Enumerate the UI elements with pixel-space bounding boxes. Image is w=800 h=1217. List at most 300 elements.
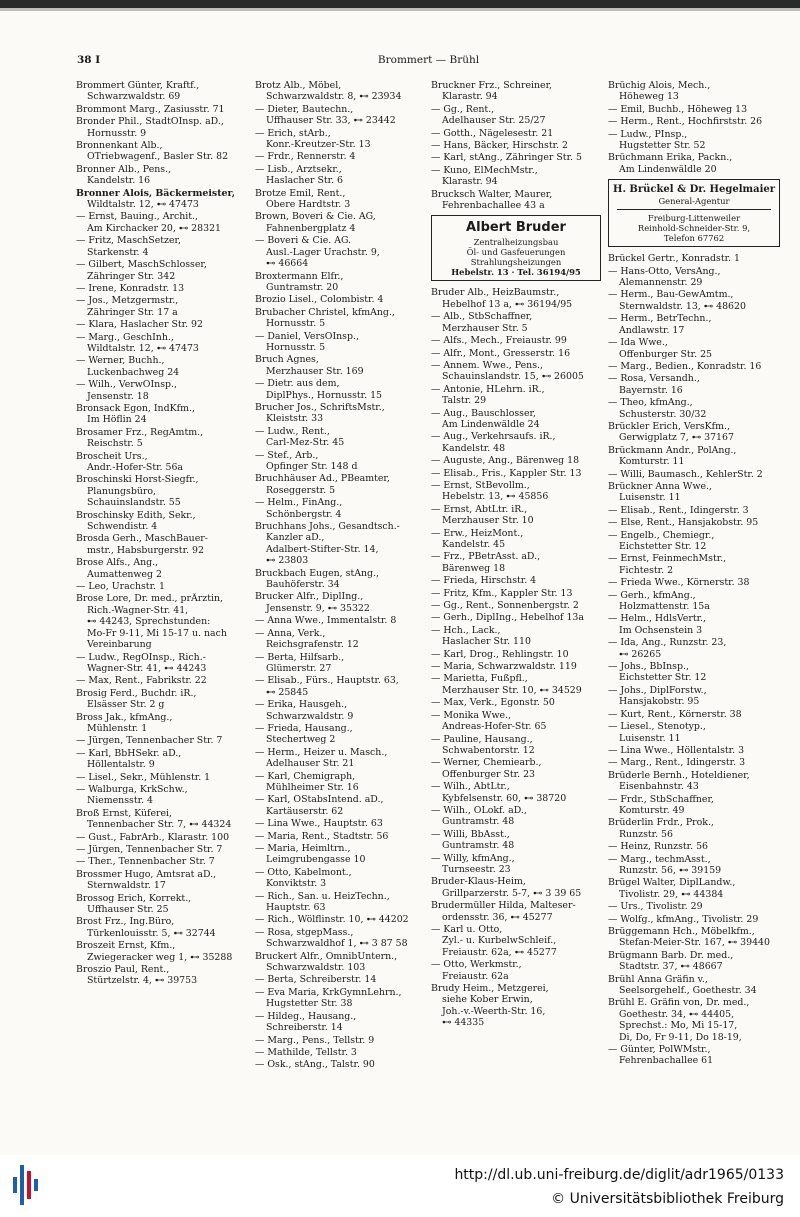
- entry-name-line: — Werner, Chemiearb.,: [431, 757, 542, 769]
- directory-entry: [608, 152, 780, 175]
- entry-continuation-line: Hornusstr. 5: [266, 318, 326, 330]
- entry-continuation-line: Fehrenbachallee 61: [619, 1055, 714, 1067]
- entry-continuation-line: Hornusstr. 9: [87, 127, 147, 139]
- directory-entry: [431, 661, 601, 672]
- entry-continuation-line: Schönbergstr. 4: [266, 508, 342, 520]
- directory-entry: [608, 745, 780, 756]
- directory-entry: [431, 104, 601, 127]
- directory-entry: [76, 844, 246, 855]
- directory-entry: [76, 688, 246, 711]
- directory-entry: [608, 266, 780, 289]
- directory-entry: [255, 164, 425, 187]
- directory-entry: [608, 361, 780, 372]
- directory-column-1: [76, 80, 246, 988]
- entry-continuation-line: Di, Do, Fr 9-11, Do 18-19,: [619, 1031, 742, 1043]
- entry-continuation-line: ⊷ 46664: [266, 258, 309, 270]
- entry-continuation-line: Komturstr. 11: [619, 456, 685, 468]
- directory-entry: [608, 577, 780, 588]
- directory-entry: [608, 397, 780, 420]
- entry-continuation-line: Konviktstr. 3: [266, 878, 327, 890]
- entry-continuation-line: Hebelstr. 13, ⊷ 45856: [442, 491, 549, 503]
- entry-name-line: — Kurt, Rent., Körnerstr. 38: [608, 708, 742, 720]
- entry-name-line: Brommert Günter, Kraftf.,: [76, 80, 200, 91]
- directory-entry: [76, 259, 246, 282]
- entry-name-line: — Ernst, Bauing., Archit.,: [76, 211, 199, 223]
- entry-continuation-line: Schwarzwaldstr. 9: [266, 710, 354, 722]
- entry-continuation-line: ⊷ 44243, Sprechstunden:: [87, 616, 211, 628]
- directory-entry: [255, 818, 425, 829]
- entry-continuation-line: Im Ochsenstein 3: [619, 624, 703, 636]
- entry-name-line: — Irene, Konradstr. 13: [76, 282, 185, 294]
- entry-name-line: — Hans-Otto, VersAng.,: [608, 265, 721, 277]
- entry-name-line: — Erich, stArb.,: [255, 127, 331, 139]
- entry-name-line: — Anna, Verk.,: [255, 627, 326, 639]
- entry-continuation-line: Merzhauser Str. 5: [442, 322, 528, 334]
- entry-name-line: Brückel Gertr., Konradstr. 1: [608, 253, 741, 265]
- entry-continuation-line: Vereinbarung: [87, 639, 152, 651]
- entry-continuation-line: Hugstetter Str. 52: [619, 140, 706, 152]
- directory-entry: [76, 581, 246, 592]
- entry-name-line: — Gerh., kfmAng.,: [608, 589, 696, 601]
- entry-continuation-line: ⊷ 44335: [442, 1017, 485, 1029]
- entry-continuation-line: Uffhauser Str. 33, ⊷ 23442: [266, 115, 396, 127]
- directory-entry: [255, 675, 425, 698]
- entry-continuation-line: Schwarzwaldstr. 69: [87, 91, 181, 103]
- entry-name-line: — Herm., Bau-GewAmtm.,: [608, 289, 734, 301]
- entry-continuation-line: Mühlenstr. 1: [87, 722, 148, 734]
- entry-name-line: — Lina Wwe., Hauptstr. 63: [255, 818, 383, 830]
- entry-name-line: Broschinsky Edith, Sekr.,: [76, 509, 196, 521]
- entry-continuation-line: Luisenstr. 11: [619, 732, 681, 744]
- entry-name-line: — Johs., DiplForstw.,: [608, 684, 707, 696]
- entry-name-line: — Günter, PolWMstr.,: [608, 1044, 711, 1056]
- directory-entry: [431, 781, 601, 804]
- entry-continuation-line: Im Höflin 24: [87, 414, 147, 426]
- entry-name-line: Bruch Agnes,: [255, 354, 319, 366]
- entry-continuation-line: Runzstr. 56: [619, 828, 673, 840]
- entry-name-line: Brückler Erich, VersKfm.,: [608, 420, 730, 432]
- directory-entry: [431, 165, 601, 188]
- entry-continuation-line: Luisenstr. 11: [619, 492, 681, 504]
- directory-entry: [76, 140, 246, 163]
- page-number: 38 I: [77, 54, 101, 66]
- directory-entry: [431, 600, 601, 611]
- directory-entry: [431, 311, 601, 334]
- entry-name-line: Brucker Alfr., DiplIng.,: [255, 591, 364, 603]
- directory-entry: [255, 1011, 425, 1034]
- entry-name-line: — Gg., Rent., Sonnenbergstr. 2: [431, 600, 579, 612]
- top-border-shadow: [0, 8, 800, 11]
- directory-entry: [608, 637, 780, 660]
- entry-continuation-line: Adalbert-Stifter-Str. 14,: [266, 543, 379, 555]
- directory-entry: [255, 354, 425, 377]
- entry-continuation-line: Schwarzwaldstr. 8, ⊷ 23934: [266, 91, 402, 103]
- viewer-footer: [0, 1155, 800, 1217]
- entry-continuation-line: Offenburger Str. 23: [442, 768, 535, 780]
- directory-entry: [255, 699, 425, 722]
- directory-entry: [431, 673, 601, 696]
- entry-name-line: Bruchhans Johs., Gesandtsch.-: [255, 521, 400, 533]
- directory-entry: [608, 104, 780, 115]
- entry-name-line: — Lina Wwe., Höllentalstr. 3: [608, 744, 745, 756]
- entry-continuation-line: Elsässer Str. 2 g: [87, 699, 165, 711]
- entry-continuation-line: Kandelstr. 16: [87, 175, 151, 187]
- entry-continuation-line: ordensstr. 36, ⊷ 45277: [442, 911, 553, 923]
- entry-name-line: Bruchhäuser Ad., PBeamter,: [255, 473, 390, 485]
- directory-entry: [255, 235, 425, 269]
- directory-entry: [255, 80, 425, 103]
- entry-continuation-line: Starkenstr. 4: [87, 246, 149, 258]
- entry-name-line: Brossmer Hugo, Amtsrat aD.,: [76, 868, 217, 880]
- entry-name-line: — Urs., Tivolistr. 29: [608, 901, 703, 913]
- entry-name-line: — Lisel., Sekr., Mühlenstr. 1: [76, 771, 211, 783]
- entry-continuation-line: Gerwigplatz 7, ⊷ 37167: [619, 432, 734, 444]
- entry-continuation-line: Zähringer Str. 17 a: [87, 306, 178, 318]
- directory-entry: [255, 615, 425, 626]
- entry-name-line: Bruder Alb., HeizBaumstr.,: [431, 287, 560, 299]
- advertisement-line: Öl- und Gasfeuerungen: [466, 247, 566, 258]
- directory-entry: [431, 805, 601, 828]
- entry-name-line: — Karl, OStabsIntend. aD.,: [255, 794, 384, 806]
- entry-continuation-line: ⊷ 25845: [266, 686, 309, 698]
- entry-name-line: — Rosa, stgepMass.,: [255, 926, 354, 938]
- entry-name-line: — Heinz, Runzstr. 56: [608, 841, 709, 853]
- directory-entry: [76, 319, 246, 330]
- directory-entry: [255, 914, 425, 925]
- directory-entry: [608, 914, 780, 925]
- entry-name-line: Broxtermann Elfr.,: [255, 270, 344, 282]
- top-border: [0, 0, 800, 8]
- directory-entry: [76, 295, 246, 318]
- directory-entry: [76, 116, 246, 139]
- directory-entry: [76, 557, 246, 580]
- entry-continuation-line: Am Kirchacker 20, ⊷ 28321: [87, 222, 222, 234]
- university-library-logo-icon: [10, 1161, 42, 1209]
- entry-name-line: — Wilh., VerwOInsp.,: [76, 379, 177, 391]
- entry-name-line: — Alb., StbSchaffner,: [431, 311, 533, 323]
- entry-name-line: — Wolfg., kfmAng., Tivolistr. 29: [608, 913, 759, 925]
- entry-name-line: — Marg., GeschInh.,: [76, 331, 174, 343]
- entry-name-line: Brosig Ferd., Buchdr. iR.,: [76, 687, 197, 699]
- directory-entry: [76, 211, 246, 234]
- directory-entry: [255, 104, 425, 127]
- directory-entry: [255, 974, 425, 985]
- directory-entry: [431, 757, 601, 780]
- entry-name-line: — Karl, BbHSekr. aD.,: [76, 747, 182, 759]
- advertisement-name: H. Brückel & Dr. Hegelmaier: [613, 184, 776, 196]
- directory-entry: [608, 590, 780, 613]
- entry-continuation-line: Obere Hardtstr. 3: [266, 199, 351, 211]
- directory-entry: [431, 189, 601, 212]
- directory-entry: [431, 504, 601, 527]
- entry-name-line: — Max, Verk., Egonstr. 50: [431, 697, 555, 709]
- directory-entry: [608, 997, 780, 1043]
- entry-name-line: — Wilh., AbtLtr.,: [431, 781, 510, 793]
- entry-name-line: Brozio Lisel., Colombistr. 4: [255, 294, 384, 306]
- entry-name-line: — Willi, Baumasch., KehlerStr. 2: [608, 468, 763, 480]
- entry-name-line: Brommont Marg., Zasiusstr. 71: [76, 103, 225, 115]
- entry-name-line: — Herm., Heizer u. Masch.,: [255, 746, 388, 758]
- entry-continuation-line: Klarastr. 94: [442, 91, 498, 103]
- entry-continuation-line: Opfinger Str. 148 d: [266, 461, 358, 472]
- directory-entry: [431, 551, 601, 574]
- directory-entry: [76, 593, 246, 650]
- directory-entry: [608, 661, 780, 684]
- entry-continuation-line: Stechertweg 2: [266, 734, 336, 746]
- entry-name-line: Brost Frz., Ing.Büro,: [76, 916, 175, 928]
- entry-name-line: Broszio Paul, Rent.,: [76, 964, 170, 976]
- directory-entry: [608, 926, 780, 949]
- directory-entry: [608, 974, 780, 997]
- directory-entry: [608, 770, 780, 793]
- advertisement-name: Albert Bruder: [466, 220, 566, 236]
- entry-continuation-line: Konr.-Kreutzer-Str. 13: [266, 139, 371, 151]
- directory-entry: [431, 924, 601, 958]
- entry-continuation-line: Zwiegeracker weg 1, ⊷ 35288: [87, 951, 233, 963]
- entry-name-line: — Ludw., Rent.,: [255, 425, 330, 437]
- directory-entry: [608, 854, 780, 877]
- entry-continuation-line: Grillparzerstr. 5-7, ⊷ 3 39 65: [442, 887, 582, 899]
- directory-entry: [76, 916, 246, 939]
- directory-entry: [431, 455, 601, 466]
- directory-entry: [76, 712, 246, 735]
- entry-name-line: — Antonie, HLehrn. iR.,: [431, 383, 545, 395]
- entry-continuation-line: Adelhauser Str. 21: [266, 758, 355, 770]
- entry-name-line: — Frz., PBetrAsst. aD.,: [431, 551, 541, 563]
- entry-name-line: — Ida, Ang., Runzstr. 23,: [608, 637, 727, 649]
- entry-continuation-line: mstr., Habsburgerstr. 92: [87, 544, 204, 556]
- entry-name-line: — Jos., Metzgermstr.,: [76, 295, 179, 307]
- directory-entry: [608, 80, 780, 103]
- entry-continuation-line: Roseggerstr. 5: [266, 484, 336, 496]
- entry-continuation-line: Bayernstr. 16: [619, 384, 683, 396]
- entry-continuation-line: Andr.-Hofer-Str. 56a: [87, 462, 184, 473]
- entry-continuation-line: Schwarzwaldhof 1, ⊷ 3 87 58: [266, 938, 408, 950]
- entry-continuation-line: Zähringer Str. 342: [87, 270, 176, 282]
- directory-entry: [608, 313, 780, 336]
- entry-continuation-line: Hauptstr. 63: [266, 902, 326, 914]
- directory-entry: [76, 379, 246, 402]
- entry-continuation-line: Luckenbachweg 24: [87, 366, 180, 378]
- entry-name-line: — Walburga, KrkSchw.,: [76, 783, 188, 795]
- entry-name-line: — Wilh., OLokf. aD.,: [431, 804, 527, 816]
- entry-name-line: — Aug., Bauschlosser,: [431, 407, 536, 419]
- entry-name-line: — Ida Wwe.,: [608, 337, 668, 349]
- entry-name-line: — Fritz, MaschSetzer,: [76, 235, 181, 247]
- entry-continuation-line: Eichstetter Str. 12: [619, 541, 707, 552]
- entry-name-line: — Ernst, FeinmechMstr.,: [608, 553, 727, 565]
- entry-name-line: — Alfs., Mech., Freiaustr. 99: [431, 335, 567, 347]
- entry-name-line: — Willy, kfmAng.,: [431, 852, 515, 864]
- entry-continuation-line: Schreiberstr. 14: [266, 1022, 343, 1034]
- entry-name-line: — Aug., Verkehrsaufs. iR.,: [431, 431, 556, 443]
- entry-name-line: Brose Alfs., Ang.,: [76, 557, 159, 569]
- entry-continuation-line: Freiaustr. 62a: [442, 970, 509, 982]
- directory-entry: [608, 481, 780, 504]
- advertisement-line: Telefon 67762: [663, 233, 725, 244]
- directory-entry: [431, 876, 601, 899]
- directory-column-4: [608, 80, 780, 1068]
- directory-entry: [431, 431, 601, 454]
- directory-entry: [76, 748, 246, 771]
- entry-name-line: — Ther., Tennenbacher Str. 7: [76, 856, 215, 868]
- entry-name-line: — Eva Maria, KrkGymnLehrn.,: [255, 986, 402, 998]
- entry-continuation-line: Merzhauser Str. 169: [266, 365, 364, 377]
- entry-name-line: — Marg., techmAsst.,: [608, 853, 711, 865]
- entry-continuation-line: Mühlheimer Str. 16: [266, 781, 359, 793]
- entry-name-line: — Frdr., Rennerstr. 4: [255, 151, 356, 163]
- directory-entry: [608, 817, 780, 840]
- directory-entry: [255, 378, 425, 401]
- directory-entry: [608, 1044, 780, 1067]
- entry-name-line: Brose Lore, Dr. med., prÄrztin,: [76, 593, 223, 605]
- advertisement-divider: [617, 209, 771, 210]
- entry-name-line: — Karl, Drog., Rehlingstr. 10: [431, 648, 569, 660]
- entry-continuation-line: Goethestr. 34, ⊷ 44405,: [619, 1008, 735, 1020]
- directory-entry: [431, 384, 601, 407]
- entry-name-line: — Marg., Rent., Idingerstr. 3: [608, 757, 746, 769]
- entry-continuation-line: Kybfelsenstr. 60, ⊷ 38720: [442, 792, 567, 804]
- directory-entry: [431, 128, 601, 139]
- directory-entry: [255, 1047, 425, 1058]
- advertisement-line: Hebelstr. 13 · Tel. 36194/95: [451, 267, 581, 278]
- entry-name-line: Bronner Alb., Pens.,: [76, 163, 172, 175]
- entry-name-line: — Helm., FinAng.,: [255, 497, 343, 509]
- directory-entry: [255, 568, 425, 591]
- entry-continuation-line: Zyl.- u. KurbelwSchleif.,: [442, 935, 557, 947]
- entry-name-line: — Erw., HeizMont.,: [431, 527, 524, 539]
- advertisement-line: General-Agentur: [658, 196, 730, 207]
- entry-continuation-line: Kanzler aD.,: [266, 532, 325, 544]
- entry-name-line: — Jürgen, Tennenbacher Str. 7: [76, 844, 223, 855]
- entry-name-line: — Auguste, Ang., Bärenweg 18: [431, 455, 580, 467]
- entry-name-line: Brüchmann Erika, Packn.,: [608, 152, 733, 164]
- directory-entry: [255, 497, 425, 520]
- entry-continuation-line: Glümerstr. 27: [266, 662, 332, 674]
- directory-entry: [431, 335, 601, 346]
- entry-name-line: — Marg., Bedien., Konradstr. 16: [608, 360, 762, 372]
- directory-entry: [431, 734, 601, 757]
- entry-name-line: — Rich., Wölflinstr. 10, ⊷ 44202: [255, 914, 409, 926]
- entry-continuation-line: Schwarzwaldstr. 103: [266, 962, 366, 974]
- directory-entry: [255, 402, 425, 425]
- entry-name-line: Brosamer Frz., RegAmtm.,: [76, 426, 204, 438]
- entry-continuation-line: Andlawstr. 17: [619, 324, 685, 336]
- entry-continuation-line: Schwendistr. 4: [87, 521, 158, 533]
- directory-entry: [608, 289, 780, 312]
- entry-name-line: — Herm., BetrTechn.,: [608, 313, 712, 325]
- entry-continuation-line: Joh.-v.-Weerth-Str. 16,: [442, 1005, 546, 1017]
- entry-continuation-line: Tennenbacher Str. 7, ⊷ 44324: [87, 819, 232, 831]
- entry-continuation-line: Wildtalstr. 12, ⊷ 47473: [87, 342, 199, 354]
- directory-entry: [608, 337, 780, 360]
- directory-entry: [431, 612, 601, 623]
- entry-name-line: — Dieter, Bautechn.,: [255, 103, 354, 115]
- directory-entry: [608, 613, 780, 636]
- entry-name-line: — Liesel., Stenotyp.,: [608, 721, 706, 733]
- entry-name-line: Bruckert Alfr., OmnibUntern.,: [255, 950, 398, 962]
- directory-entry: [76, 80, 246, 103]
- entry-name-line: — Leo, Urachstr. 1: [76, 581, 165, 593]
- entry-name-line: Bronnenkant Alb.,: [76, 140, 163, 152]
- directory-entry: [76, 808, 246, 831]
- entry-continuation-line: Ausl.-Lager Urachstr. 9,: [266, 246, 380, 258]
- directory-entry: [608, 877, 780, 900]
- entry-name-line: Brossog Erich, Korrekt.,: [76, 892, 192, 904]
- entry-name-line: Brühl E. Gräfin von, Dr. med.,: [608, 997, 750, 1009]
- directory-entry: [608, 794, 780, 817]
- entry-continuation-line: Guntramstr. 20: [266, 281, 339, 293]
- entry-continuation-line: Wagner-Str. 41, ⊷ 44243: [87, 662, 207, 674]
- advertisement-box: [608, 179, 780, 247]
- entry-name-line: Brüderle Bernh., Hoteldiener,: [608, 769, 750, 781]
- entry-name-line: — Berta, Hilfsarb.,: [255, 651, 345, 663]
- entry-name-line: Broß Ernst, Küferei,: [76, 807, 173, 819]
- directory-entry: [255, 891, 425, 914]
- entry-name-line: — Alfr., Mont., Gresserstr. 16: [431, 347, 571, 359]
- entry-continuation-line: Am Lindenwäldle 24: [442, 418, 540, 430]
- entry-continuation-line: Adelhauser Str. 25/27: [442, 115, 546, 127]
- entry-name-line: Brügel Walter, DiplLandw.,: [608, 877, 736, 889]
- directory-entry: [255, 951, 425, 974]
- entry-name-line: — Osk., stAng., Talstr. 90: [255, 1059, 375, 1071]
- entry-continuation-line: Stadtstr. 37, ⊷ 48667: [619, 961, 723, 973]
- entry-continuation-line: Kandelstr. 45: [442, 539, 506, 550]
- entry-name-line: — Frdr., StbSchaffner,: [608, 793, 714, 805]
- directory-entry: [255, 1059, 425, 1070]
- permalink-url[interactable]: http://dl.ub.uni-freiburg.de/diglit/adr1965/0133: [454, 1167, 784, 1183]
- entry-name-line: — Karl, Chemigraph,: [255, 770, 356, 782]
- entry-name-line: Bronder Phil., StadtOInsp. aD.,: [76, 116, 224, 128]
- entry-continuation-line: Runzstr. 56, ⊷ 39159: [619, 864, 722, 876]
- entry-name-line: Broszeit Ernst, Kfm.,: [76, 940, 176, 952]
- directory-entry: [76, 772, 246, 783]
- entry-name-line: — Elisab., Fürs., Hauptstr. 63,: [255, 675, 399, 687]
- directory-entry: [431, 983, 601, 1029]
- entry-continuation-line: Reischstr. 5: [87, 438, 143, 450]
- entry-name-line: — Ludw., RegOInsp., Rich.-: [76, 651, 206, 663]
- entry-name-line: — Maria, Schwarzwaldstr. 119: [431, 661, 577, 673]
- entry-continuation-line: Bärenweg 18: [442, 562, 506, 574]
- entry-name-line: Brudermüller Hilda, Malteser-: [431, 900, 576, 912]
- entry-name-line: — Monika Wwe.,: [431, 709, 512, 721]
- entry-name-line: — Ernst, StBevollm.,: [431, 479, 530, 491]
- directory-entry: [255, 271, 425, 294]
- directory-entry: [76, 940, 246, 963]
- entry-name-line: Brückmann Andr., PolAng.,: [608, 444, 737, 456]
- entry-name-line: — Engelb., Chemiegr.,: [608, 529, 715, 541]
- entry-name-line: Bross Jak., kfmAng.,: [76, 711, 173, 723]
- directory-entry: [76, 104, 246, 115]
- directory-entry: [431, 287, 601, 310]
- entry-name-line: — Gg., Rent.,: [431, 103, 495, 115]
- entry-name-line: Brucher Jos., SchriftsMstr.,: [255, 401, 385, 413]
- directory-entry: [255, 521, 425, 567]
- directory-entry: [76, 474, 246, 508]
- directory-entry: [431, 152, 601, 163]
- entry-name-line: — Kuno, ElMechMstr.,: [431, 164, 538, 176]
- entry-name-line: — Otto, Kabelmont.,: [255, 866, 352, 878]
- advertisement-line: Zentralheizungsbau: [473, 237, 559, 248]
- entry-continuation-line: Sternwaldstr. 13, ⊷ 48620: [619, 300, 746, 312]
- entry-name-line: — Frieda, Hirschstr. 4: [431, 575, 537, 587]
- directory-entry: [608, 553, 780, 576]
- directory-entry: [608, 129, 780, 152]
- directory-entry: [76, 964, 246, 987]
- directory-entry: [76, 283, 246, 294]
- entry-continuation-line: Kartäuserstr. 62: [266, 805, 344, 817]
- entry-continuation-line: Eisenbahnstr. 43: [619, 781, 699, 793]
